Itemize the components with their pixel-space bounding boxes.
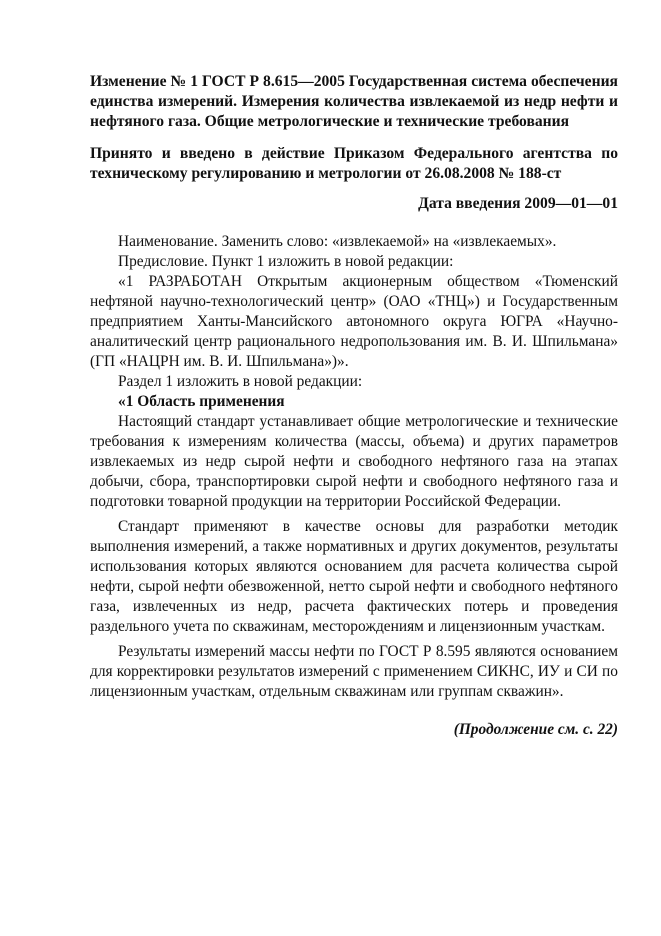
document-body bbox=[90, 232, 618, 702]
effective-date: Дата введения 2009—01—01 bbox=[418, 195, 618, 212]
paragraph-scope-3: Результаты измерений массы нефти по ГОСТ Р 8.595 являются основанием для корректировки результатов измерений с применением СИКНС, ИУ и СИ по лицензионным участкам, отдельным скважинам или группам скважин». bbox=[90, 643, 618, 700]
paragraph-scope-2: Стандарт применяют в качестве основы для разработки методик выполнения измерений, а также нормативных и других документов, результаты использования которых являются основанием для расчета количества сырой нефти, сырой нефти обезвоженной, нетто сырой нефти и свободного нефтяного газа, извлеченных из недр, расчета фактических потерь и проведения раздельного учета по скважинам, месторождениям и лицензионным участкам. bbox=[90, 518, 618, 635]
paragraph-preface: Предисловие. Пункт 1 изложить в новой редакции: bbox=[118, 253, 454, 270]
amendment-title: Изменение № 1 ГОСТ Р 8.615—2005 Государственная система обеспечения единства измерений. Измерения количества извлекаемой из недр нефти и нефтяного газа. Общие метрологические и технические требования bbox=[90, 73, 618, 130]
continuation-note: (Продолжение см. с. 22) bbox=[453, 721, 618, 738]
section-title-scope: «1 Область применения bbox=[118, 393, 285, 410]
document-page bbox=[90, 72, 618, 740]
paragraph-section-1-intro: Раздел 1 изложить в новой редакции: bbox=[118, 373, 363, 390]
paragraph-name-change: Наименование. Заменить слово: «извлекаемой» на «извлекаемых». bbox=[118, 233, 557, 250]
paragraph-developed-by: «1 РАЗРАБОТАН Открытым акционерным обществом «Тюменский нефтяной научно-технологический центр» (ОАО «ТНЦ») и Государственным предприятием Ханты-Мансийского автономного округа ЮГРА «Научно-аналитический центр рационального недропользования им. В. И. Шпильмана» (ГП «НАЦРН им. В. И. Шпильмана»)». bbox=[90, 273, 618, 370]
paragraph-scope-1: Настоящий стандарт устанавливает общие метрологические и технические требования к измерениям количества (массы, объема) и других параметров извлекаемых из недр сырой нефти и свободного нефтяного газа на этапах добычи, сбора, транспортировки сырой нефти и свободного нефтяного газа и подготовки товарной продукции на территории Российской Федерации. bbox=[90, 413, 618, 510]
adoption-statement: Принято и введено в действие Приказом Федерального агентства по техническому регулированию и метрологии от 26.08.2008 № 188-ст bbox=[90, 145, 618, 182]
